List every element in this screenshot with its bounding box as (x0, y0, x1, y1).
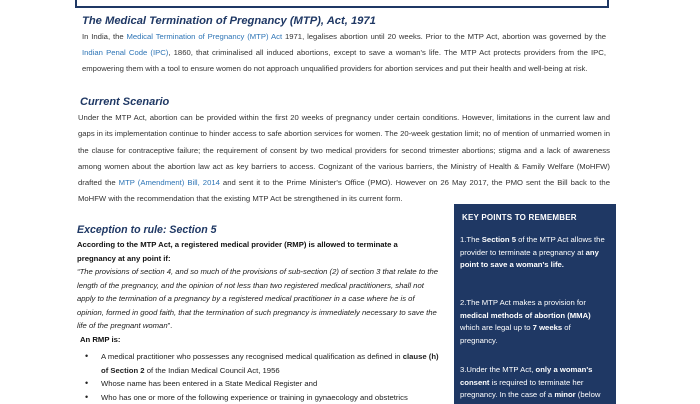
key-points-title: KEY POINTS TO REMEMBER (462, 213, 577, 222)
list-item (83, 377, 443, 391)
section-5-quote (77, 265, 439, 333)
key-point-1 (460, 234, 610, 272)
current-text-2: and sent it to the Prime Minister's Office (PMO). However on 26 May 2017, the PMO sent the Bill back to the MoHFW with the recommendation that the existing MTP Act be strengthened in its current form. (78, 178, 610, 203)
kp1-bold-1: Section 5 (482, 235, 516, 244)
kp1-bold-2: any point to save a woman's life. (460, 248, 599, 270)
mtp-text-3: , 1860, that criminalised all induced abortions, except to save a woman's life. The MTP Act protects providers from the IPC, empowering them with a tool to ensure women do not approach unqualified providers for abortion services and put their health and well-being at risk. (82, 48, 606, 73)
kp3-text-3: (below (576, 390, 601, 399)
current-text-1: Under the MTP Act, abortion can be provided within the first 20 weeks of pregnancy under certain conditions. However, limitations in the current law and gaps in its implementation continue to hinder access to safe abortion services for women. The 20-week gestation limit; no of mention of unmarried women in the clause for contraceptive failure; the requirement of consent by two medical providers for second trimester abortions; stigma and a lack of awareness among women about the abortion law act as key barriers to access. Cognizant of the various barriers, the Ministry of Health & Family Welfare (MoHFW) drafted the (78, 113, 610, 187)
bullet-text: Who has one or more of the following experience or training in gynaecology and obstetrics (101, 393, 408, 402)
kp1-text-2: of the MTP Act allows the provider to terminate a pregnancy at (460, 235, 605, 257)
rmp-criteria-list (83, 350, 443, 404)
list-item (83, 391, 443, 404)
bullet-text: Whose name has been entered in a State Medical Register and (101, 379, 317, 388)
bullet-text-end: of the Indian Medical Council Act, 1956 (145, 366, 280, 375)
mtp-amendment-link[interactable]: MTP (Amendment) Bill, 2014 (119, 178, 220, 187)
current-scenario-paragraph (78, 110, 610, 208)
kp3-bold-2: minor (554, 390, 575, 399)
mtp-text-1: In India, the (82, 32, 127, 41)
quote-close: ”. (168, 321, 173, 330)
kp2-text-2: which are legal up to (460, 323, 533, 332)
kp2-bold-1: medical methods of abortion (MMA) (460, 311, 591, 320)
current-scenario-heading: Current Scenario (80, 96, 169, 108)
key-point-2 (460, 297, 610, 348)
exception-lead: According to the MTP Act, a registered medical provider (RMP) is allowed to terminate a pregnancy at any point if: (77, 238, 437, 265)
kp1-text: 1.The (460, 235, 482, 244)
mtp-act-heading: The Medical Termination of Pregnancy (MTP), Act, 1971 (82, 15, 376, 27)
kp3-text-2: is required to terminate her pregnancy. In the case of a (460, 378, 584, 400)
exception-heading: Exception to rule: Section 5 (77, 224, 217, 236)
key-point-3 (460, 364, 610, 402)
mtp-act-link[interactable]: Medical Termination of Pregnancy (MTP) Act (127, 32, 283, 41)
mtp-act-paragraph (82, 29, 606, 78)
ipc-link[interactable]: Indian Penal Code (IPC) (82, 48, 168, 57)
list-item (83, 350, 443, 377)
quote-text: The provisions of section 4, and so much of the provisions of sub-section (2) of section 3 that relate to the length of the pregnancy, and the opinion of not less than two registered medical practitioners, shall not apply to the termination of a pregnancy by a registered medical practitioner in a case where he is of opinion, formed in good faith, that the termination of such pregnancy is immediately necessary to save the life of the pregnant woman (77, 267, 438, 330)
kp2-bold-2: 7 weeks (533, 323, 563, 332)
bullet-text: A medical practitioner who possesses any recognised medical qualification as defined in (101, 352, 403, 361)
kp2-text: 2.The MTP Act makes a provision for (460, 298, 586, 307)
kp3-bold-1: only a woman's consent (460, 365, 592, 387)
bullet-bold: clause (h) of Section 2 (101, 352, 439, 375)
kp2-text-3: of pregnancy. (460, 323, 571, 345)
key-points-panel (454, 204, 616, 404)
intro-box (75, 0, 609, 8)
kp3-text: 3.Under the MTP Act, (460, 365, 536, 374)
quote-open: “ (77, 267, 80, 276)
mtp-text-2: 1971, legalises abortion until 20 weeks. Prior to the MTP Act, abortion was governed by the (282, 32, 606, 41)
rmp-label: An RMP is: (80, 333, 440, 347)
